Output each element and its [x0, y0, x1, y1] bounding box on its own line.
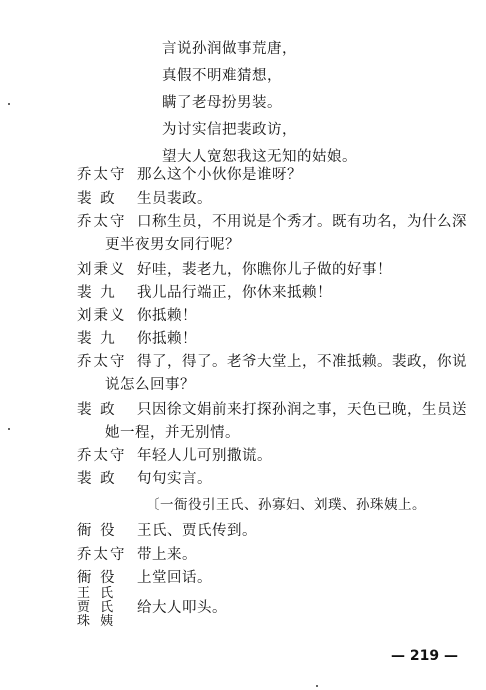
- scan-speck: [8, 428, 10, 430]
- speaker-pei-zheng-2: 裴 政: [77, 402, 117, 418]
- speaker-pei-zheng-1: 裴 政: [77, 191, 117, 207]
- scan-speck: [8, 103, 10, 105]
- line-pei-jiu-1: 我儿品行端正，你休来抵赖！: [137, 285, 332, 301]
- speaker-liu-1: 刘秉义: [77, 262, 127, 278]
- line-qiao-2b: 更半夜男女同行呢？: [105, 237, 240, 253]
- speaker-qiao-5: 乔太守: [77, 547, 127, 563]
- speaker-zhuyi: 珠 姨: [77, 614, 117, 629]
- speaker-pei-jiu-1: 裴 九: [77, 285, 117, 301]
- speaker-pei-jiu-2: 裴 九: [77, 331, 117, 347]
- speaker-qiao-1: 乔太守: [77, 167, 127, 183]
- scan-speck: [316, 685, 318, 687]
- verse-line-3: 瞒了老母扮男装。: [162, 95, 282, 111]
- speaker-qiao-2: 乔太守: [77, 214, 127, 230]
- line-qiao-3b: 说怎么回事？: [105, 377, 195, 393]
- line-qiao-5: 带上来。: [137, 547, 197, 563]
- line-pei-zheng-2b: 她一程，并无别情。: [105, 425, 240, 441]
- line-group: 给大人叩头。: [137, 600, 227, 616]
- line-pei-zheng-3: 句句实言。: [137, 471, 212, 487]
- line-qiao-1: 那么这个小伙你是谁呀？: [137, 167, 302, 183]
- line-qiao-3a: 得了，得了。老爷大堂上，不准抵赖。裴政，你说: [137, 354, 467, 370]
- speaker-qiao-3: 乔太守: [77, 354, 127, 370]
- speaker-pei-zheng-3: 裴 政: [77, 471, 117, 487]
- speaker-yayi-2: 衙 役: [77, 570, 117, 586]
- verse-line-5: 望大人宽恕我这无知的姑娘。: [162, 149, 357, 165]
- speaker-wang: 王 氏: [77, 586, 117, 601]
- line-yayi-1: 王氏、贾氏传到。: [137, 523, 257, 539]
- verse-line-2: 真假不明难猜想，: [162, 68, 282, 84]
- speaker-yayi-1: 衙 役: [77, 523, 117, 539]
- line-liu-2: 你抵赖！: [137, 308, 197, 324]
- verse-line-1: 言说孙润做事荒唐，: [162, 41, 297, 57]
- line-pei-jiu-2: 你抵赖！: [137, 331, 197, 347]
- verse-line-4: 为讨实信把裴政访，: [162, 122, 297, 138]
- line-qiao-4: 年轻人儿可别撒谎。: [137, 448, 272, 464]
- line-qiao-2a: 口称生员，不用说是个秀才。既有功名，为什么深: [137, 214, 467, 230]
- page-number: — 219 —: [391, 648, 458, 664]
- speaker-jia: 贾 氏: [77, 600, 117, 615]
- line-liu-1: 好哇，裴老九，你瞧你儿子做的好事！: [137, 262, 392, 278]
- line-pei-zheng-2a: 只因徐文娟前来打探孙润之事，天色已晚，生员送: [137, 402, 467, 418]
- speaker-liu-2: 刘秉义: [77, 308, 127, 324]
- speaker-qiao-4: 乔太守: [77, 448, 127, 464]
- line-yayi-2: 上堂回话。: [137, 570, 212, 586]
- stage-direction: 〔一衙役引王氏、孙寡妇、刘璞、孙珠姨上。: [146, 497, 426, 513]
- line-pei-zheng-1: 生员裴政。: [137, 191, 212, 207]
